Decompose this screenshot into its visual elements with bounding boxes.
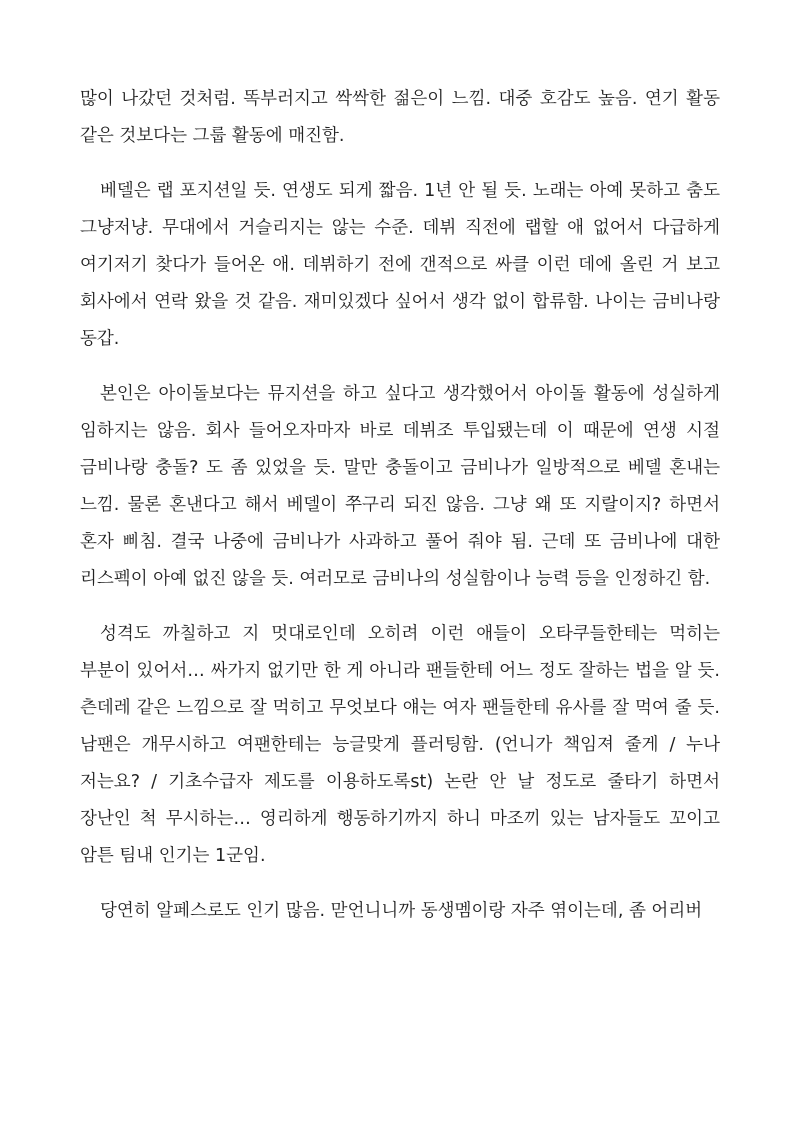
paragraph-3: 본인은 아이돌보다는 뮤지션을 하고 싶다고 생각했어서 아이돌 활동에 성실하게 임하지는 않음. 회사 들어오자마자 바로 데뷔조 투입됐는데 이 때문에 연생 시절 금비나랑 충돌? 도 좀 있었을 듯. 말만 충돌이고 금비나가 일방적으로 베델 혼내는 느낌. 물론 혼낸다고 해서 베델이 쭈구리 되진 않음. 그냥 왜 또 지랄이지? 하면서 혼자 삐침. 결국 나중에 금비나가 사과하고 풀어 줘야 됨. 근데 또 금비나에 대한 리스펙이 아예 없진 않을 듯. 여러모로 금비나의 성실함이나 능력 등을 인정하긴 함. — [80, 384, 720, 589]
paragraph-4: 성격도 까칠하고 지 멋대로인데 오히려 이런 애들이 오타쿠들한테는 먹히는 부분이 있어서… 싸가지 없기만 한 게 아니라 팬들한테 어느 정도 잘하는 법을 알 듯. 츤데레 같은 느낌으로 잘 먹히고 무엇보다 얘는 여자 팬들한테 유사를 잘 먹여 줄 듯. 남팬은 개무시하고 여팬한테는 능글맞게 플러팅함. (언니가 책임져 줄게 / 누나 저는요? / 기초수급자 제도를 이용하도록st) 논란 안 날 정도로 줄타기 하면서 장난인 척 무시하는… 영리하게 행동하기까지 하니 마조끼 있는 남자들도 꼬이고 암튼 팀내 인기는 1군임. — [80, 624, 720, 866]
paragraph-5: 당연히 알페스로도 인기 많음. 맏언니니까 동생멤이랑 자주 엮이는데, 좀 어리버 — [100, 901, 703, 921]
paragraph-2: 베델은 랩 포지션일 듯. 연생도 되게 짧음. 1년 안 될 듯. 노래는 아예 못하고 춤도 그냥저냥. 무대에서 거슬리지는 않는 수준. 데뷔 직전에 랩할 애 없어서 다급하게 여기저기 찾다가 들어온 애. 데뷔하기 전에 갠적으로 싸클 이런 데에 올린 거 보고 회사에서 연락 왔을 것 같음. 재미있겠다 싶어서 생각 없이 합류함. 나이는 금비나랑 동갑. — [80, 181, 720, 349]
paragraph-1: 많이 나갔던 것처럼. 똑부러지고 싹싹한 젊은이 느낌. 대중 호감도 높음. 연기 활동 같은 것보다는 그룹 활동에 매진함. — [80, 89, 720, 146]
